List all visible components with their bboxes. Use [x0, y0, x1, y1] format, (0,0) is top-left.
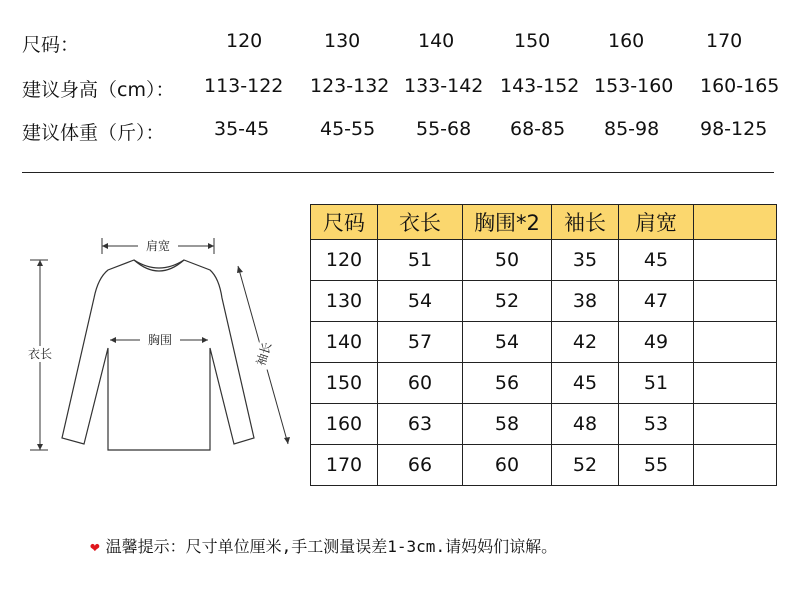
tip-text: 温馨提示：尺寸单位厘米,手工测量误差1-3cm.请妈妈们谅解。	[105, 537, 558, 556]
table-row	[311, 322, 777, 363]
table-cell: 56	[463, 363, 552, 404]
size-value: 160	[608, 30, 645, 52]
table-cell: 63	[378, 404, 463, 445]
header-sleeve: 袖长	[552, 205, 619, 240]
table-row	[311, 363, 777, 404]
height-value: 113-122	[204, 75, 284, 97]
shirt-outline-icon	[62, 260, 254, 450]
heart-icon: ❤	[90, 537, 100, 556]
chest-label: 胸围	[147, 333, 173, 347]
weight-value: 55-68	[416, 118, 472, 140]
table-cell	[694, 240, 777, 281]
table-cell	[694, 322, 777, 363]
header-shoulder: 肩宽	[619, 205, 694, 240]
table-cell: 58	[463, 404, 552, 445]
table-header-row	[311, 205, 777, 240]
table-cell	[694, 404, 777, 445]
table-cell: 42	[552, 322, 619, 363]
table-cell: 140	[311, 322, 378, 363]
tip-note	[90, 534, 557, 557]
weight-value: 45-55	[320, 118, 376, 140]
table-cell: 35	[552, 240, 619, 281]
table-cell: 51	[378, 240, 463, 281]
weight-value: 85-98	[604, 118, 660, 140]
size-value: 170	[706, 30, 743, 52]
header-empty	[694, 205, 777, 240]
height-value: 133-142	[404, 75, 484, 97]
table-cell: 45	[552, 363, 619, 404]
table-row	[311, 281, 777, 322]
table-cell: 130	[311, 281, 378, 322]
table-cell: 53	[619, 404, 694, 445]
table-cell	[694, 363, 777, 404]
table-cell: 55	[619, 445, 694, 486]
table-cell: 47	[619, 281, 694, 322]
header-chest: 胸围*2	[463, 205, 552, 240]
section-divider	[22, 172, 774, 173]
table-cell: 48	[552, 404, 619, 445]
height-value: 123-132	[310, 75, 390, 97]
size-value: 120	[226, 30, 263, 52]
header-length: 衣长	[378, 205, 463, 240]
height-value: 153-160	[594, 75, 674, 97]
table-cell: 60	[378, 363, 463, 404]
size-value: 130	[324, 30, 361, 52]
table-cell: 49	[619, 322, 694, 363]
length-label: 衣长	[27, 347, 53, 361]
height-value: 143-152	[500, 75, 580, 97]
table-row	[311, 404, 777, 445]
table-cell: 160	[311, 404, 378, 445]
height-value: 160-165	[700, 75, 780, 97]
table-cell: 54	[378, 281, 463, 322]
table-cell	[694, 445, 777, 486]
table-cell: 54	[463, 322, 552, 363]
sleeve-label: 袖长	[253, 340, 275, 368]
table-cell: 45	[619, 240, 694, 281]
size-value: 140	[418, 30, 455, 52]
height-label: 建议身高（cm）：	[22, 79, 175, 101]
table-cell: 170	[311, 445, 378, 486]
size-value: 150	[514, 30, 551, 52]
table-cell: 38	[552, 281, 619, 322]
size-table	[310, 204, 777, 486]
weight-value: 68-85	[510, 118, 566, 140]
table-cell: 52	[463, 281, 552, 322]
table-cell: 150	[311, 363, 378, 404]
table-cell: 57	[378, 322, 463, 363]
table-cell: 60	[463, 445, 552, 486]
weight-value: 98-125	[700, 118, 768, 140]
table-cell	[694, 281, 777, 322]
table-cell: 50	[463, 240, 552, 281]
table-cell: 66	[378, 445, 463, 486]
shirt-diagram	[14, 228, 304, 468]
table-cell: 51	[619, 363, 694, 404]
size-label: 尺码：	[22, 34, 80, 56]
header-size: 尺码	[311, 205, 378, 240]
shoulder-label: 肩宽	[145, 239, 171, 253]
table-cell: 52	[552, 445, 619, 486]
weight-value: 35-45	[214, 118, 270, 140]
table-row	[311, 240, 777, 281]
weight-label: 建议体重（斤）：	[22, 122, 165, 144]
table-row	[311, 445, 777, 486]
table-cell: 120	[311, 240, 378, 281]
